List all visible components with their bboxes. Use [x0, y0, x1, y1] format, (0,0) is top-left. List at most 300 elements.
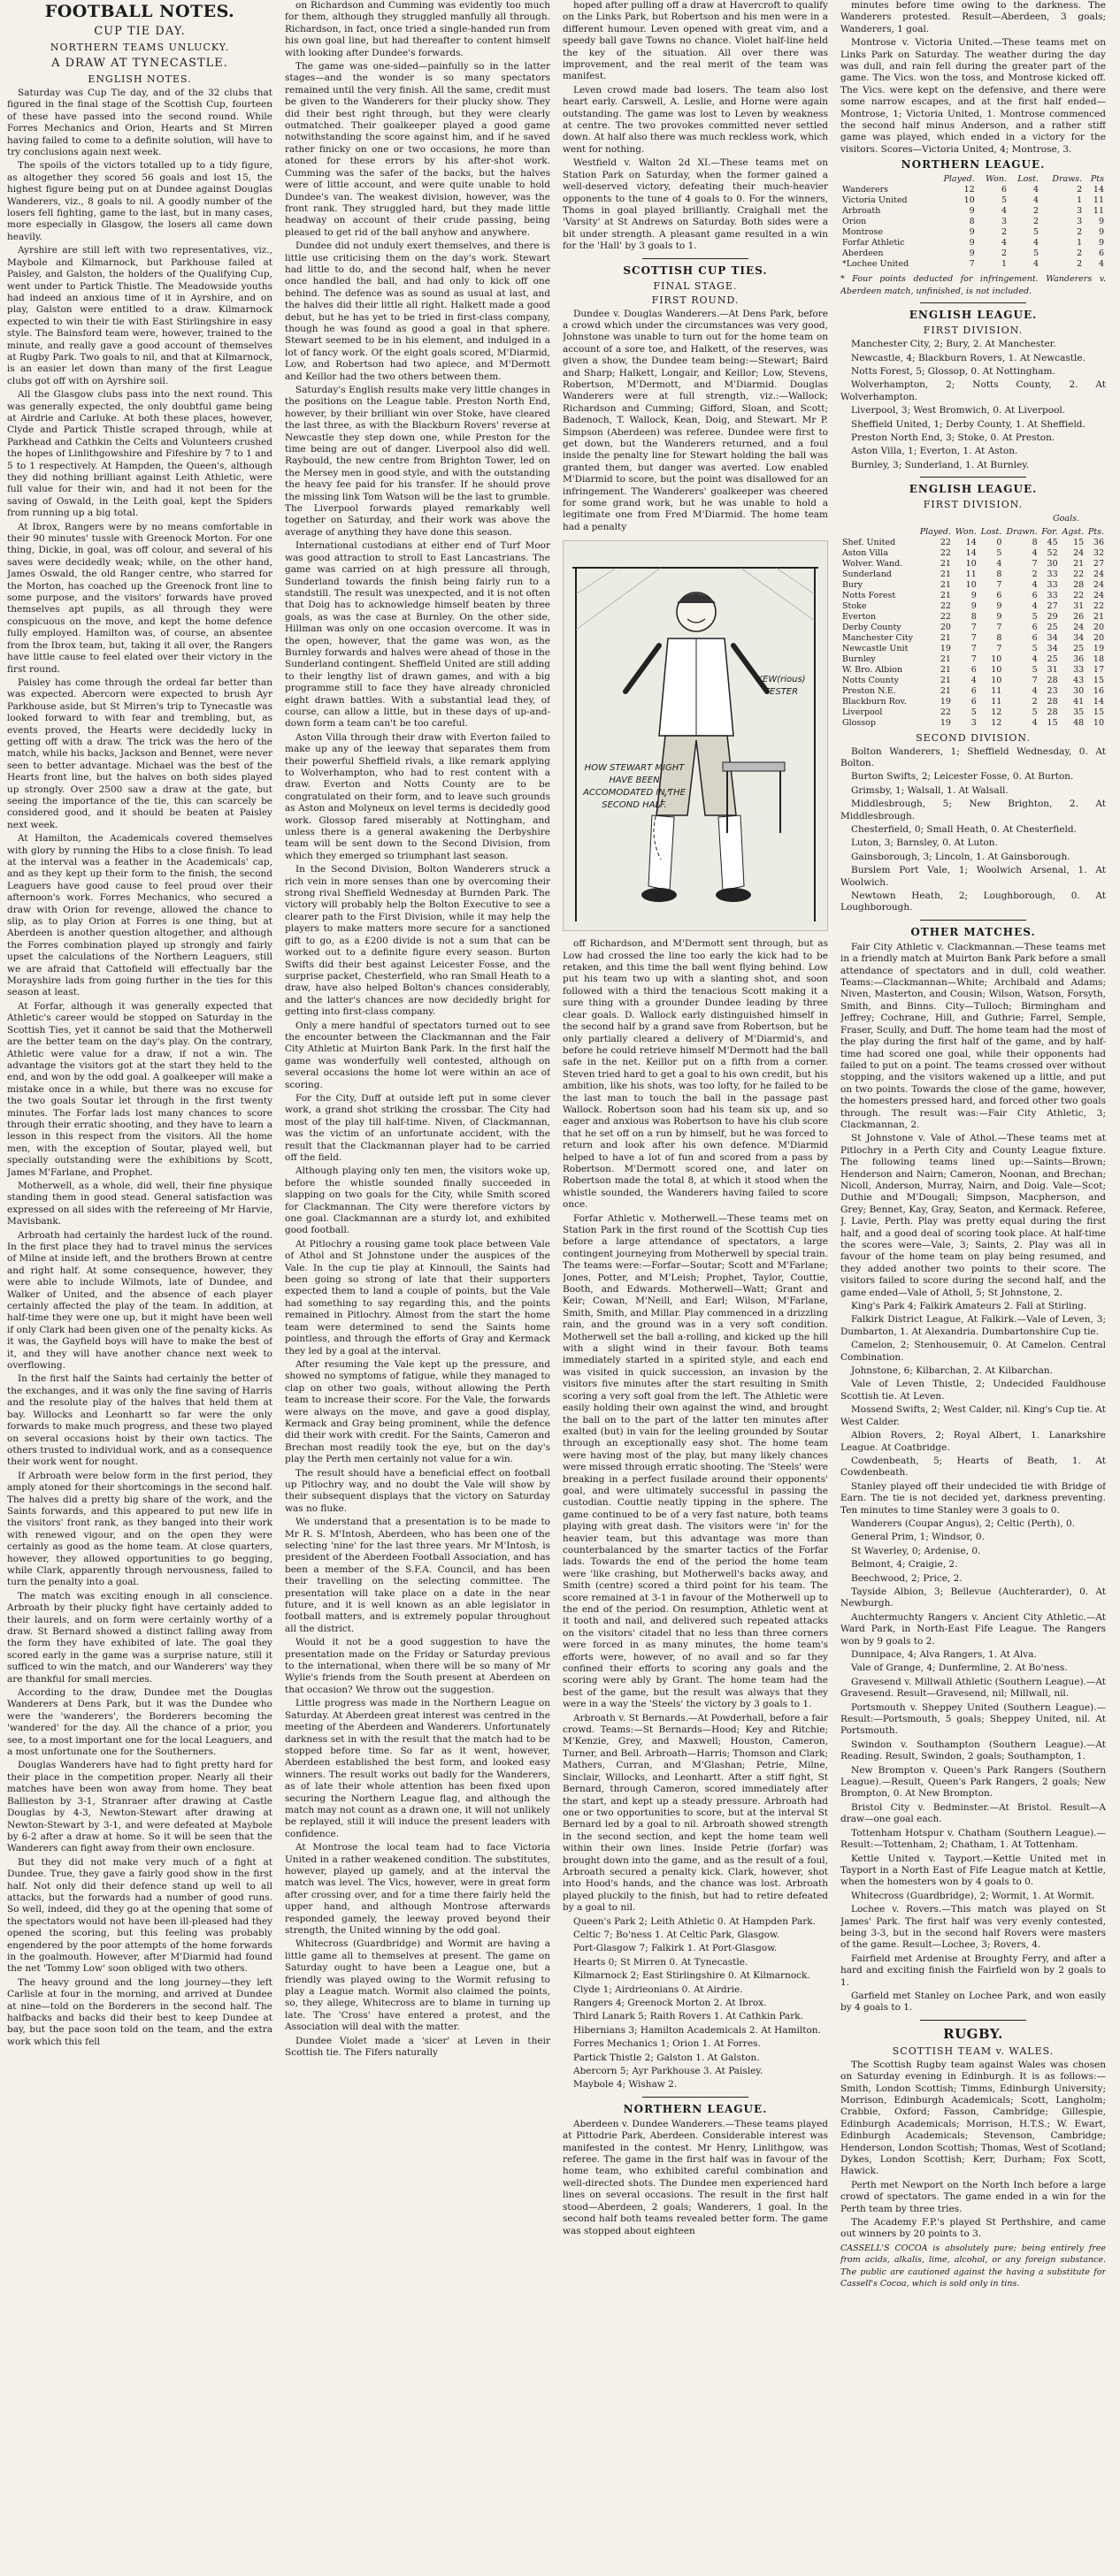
divider — [920, 302, 1026, 303]
column-2-body — [285, 0, 550, 2059]
stat-cell: 22 — [1093, 600, 1104, 611]
stat-cell: 6 — [970, 696, 977, 707]
table-row — [840, 665, 1106, 676]
other-matches-heading: OTHER MATCHES. — [910, 925, 1036, 938]
stat-cell: 2 — [1032, 569, 1038, 579]
stat-cell: 9 — [970, 590, 977, 600]
article-paragraph: But they did not make very much of a fight at Dundee. True, they gave a fairly good show in the first half. Not only did their defence stand up well to all attacks, but the forwards had a number of good runs. So well, indeed, did they go at the opening that some of the spectators would not have been ill-pleased had they opened the scoring, but this feeling was probably engendered by the poor attempts of the home forwards in the goalmouth. However, after M'Diarmid had found the net 'Tommy Low' soon obliged with two others. — [7, 1856, 272, 1975]
stat-cell: 9 — [969, 248, 975, 259]
article-paragraph: Motherwell, as a whole, did well, their fine physique standing them in good stead. General satisfaction was expressed on all sides with the refereeing of Mr Harvie, Mavisbank. — [7, 1180, 272, 1227]
team-name: Everton — [842, 611, 877, 622]
stat-cell: 24 — [1093, 569, 1104, 579]
match-report-paragraph: Dundee v. Douglas Wanderers.—At Dens Park, before a crowd which under the circumstances was very good, Johnstone was unable to turn out for the home team on account of a sore toe, and Halkett, of the reserves, was given a show, the Dundee team being:—Stewart; Baird and Sharp; Halkett, Longair, and Keillor; Low, Stevens, Robertson, M'Dermott, and M'Diarmid. Douglas Wanderers were at full strength, viz.:—Wallock; Richardson and Cumming; Gifford, Sloan, and Scott; Badenoch, T. Wallock, Kean, Doig, and Stewart. Mr P. Simpson (Aberdeen) was referee. Dundee were first to get down, but the Wanderers returned, and a foul inside the penalty line for Stewart holding the ball was granted them, but danger was averted. Low enabled M'Diarmid to score, but the point was disallowed for an infringement. The Wanderers' goalkeeper was cheered for some grand work, but he was unable to hold a legitimate one from Fred M'Diarmid. The home team had a penalty — [563, 308, 828, 532]
stat-cell: 5 — [1032, 611, 1038, 622]
northern-table-note: * Four points deducted for infringement. Wanderers v. Aberdeen match, unfinished, is not included. — [840, 274, 1106, 296]
stat-cell: 31 — [1073, 600, 1085, 611]
stat-cell: 52 — [1047, 547, 1058, 558]
match-paragraph: Belmont, 4; Craigie, 2. — [851, 1559, 958, 1571]
stat-cell: 30 — [1047, 558, 1058, 569]
stat-cell: 12 — [963, 185, 975, 195]
article-paragraph: The result should have a beneficial effect on football up Pitlochry way, and no doubt the Vale will show by their subsequent displays that the victory on Saturday was no fluke. — [285, 1467, 550, 1514]
stat-cell: 4 — [1032, 685, 1038, 696]
stat-cell: 10 — [963, 195, 975, 206]
article-paragraph: Montrose v. Victoria United.—These teams met on Links Park on Saturday. The weather during the day was dull, and rain fell during the greater part of the game. The Vics. won the toss, and Montrose kicked off. The Vics. were kept on the defensive, and there were some narrow escapes, and at the first half ended—Montrose, 1; Victoria United, 1. Montrose commenced the second half minus Anderson, and a rather stiff game was played, which ended in a victory for the visitors. Scores—Victoria United, 4; Montrose, 3. — [840, 37, 1106, 155]
team-name: Burnley — [842, 654, 876, 664]
result-paragraph: Rangers 4; Greenock Morton 2. At Ibrox. — [573, 1998, 767, 2008]
stat-cell: 22 — [1073, 590, 1085, 600]
match-paragraph: Beechwood, 2; Price, 2. — [851, 1572, 963, 1584]
stat-cell: 4 — [1001, 206, 1007, 217]
english-notes-heading: ENGLISH NOTES. — [88, 73, 192, 85]
team-name: Glossop — [842, 717, 876, 728]
team-name: Aberdeen — [842, 248, 884, 259]
stat-cell: 28 — [1047, 696, 1058, 707]
article-paragraph: According to the draw, Dundee met the Douglas Wanderers at Dens Park, but it was the Dundee who were the 'wanderers', the Borderers becoming the 'wandered' for the day. All the chance of a prior, you see, to a most important one for the local Leaguers, and a most unfortunate one for the Southerners. — [7, 1687, 272, 1758]
article-paragraph: Dundee did not unduly exert themselves, and there is little use criticising them on the day's work. Stewart had little to do, and the second half, when he never once handled the ball, and had only to kick off one behind. The defence was as sound as usual at last, and the halves did their little all right. Halkett made a good debut, but he has yet to be tried in first-class company, though he was found as good a goal in that sphere. Stewart seemed to be in his element, and indulged in a lot of fancy work. Of the eight goals scored, M'Diarmid, Low, and Robertson had two apiece, and M'Dermott and Keillor had the two others between them. — [285, 241, 550, 382]
table-row — [840, 697, 1106, 707]
team-name: *Lochee United — [842, 259, 909, 270]
stat-cell: 4 — [970, 675, 977, 685]
stat-cell: 6 — [1032, 632, 1038, 643]
article-paragraph: The heavy ground and the long journey—they left Carlisle at four in the morning, and arrived at Dundee at nine—told on the Borderers in the second half. The halfbacks and backs did their best to keep Dundee at bay, but the pace soon told on the team, and the extra work which this fell — [7, 1976, 272, 2047]
stat-cell: 6 — [1098, 248, 1104, 259]
match-paragraph: Whitecross (Guardbridge), 2; Wormit, 1. At Wormit. — [851, 1890, 1095, 1901]
first-round-heading: FIRST ROUND. — [651, 294, 740, 306]
stat-cell: 25 — [1047, 654, 1058, 664]
stat-cell: 26 — [1073, 611, 1085, 622]
rugby-paragraph: The Academy F.P.'s played St Perthshire, and came out winners by 20 points to 3. — [840, 2217, 1106, 2240]
stat-cell: 7 — [1032, 675, 1038, 685]
stat-cell: 5 — [970, 707, 977, 717]
divider — [642, 258, 748, 259]
stat-cell: 12 — [991, 717, 1002, 728]
article-paragraph: At Forfar, although it was generally expected that Athletic's career would be stopped on Saturday in the Scottish Ties, yet it cannot be said that the Motherwell are the better team on the day's play. On the contrary, Athletic were value for a draw, if not a win. The advantage the visitors got at the start they held to the end, and won by the odd goal. A goalkeeper will make a mistake once in a while, but there was no excuse for the two goals Soutar let through in the first twenty minutes. The Forfar lads lost many chances to score through their erratic shooting, and they have to learn a lesson in this respect from the visitors. All the home men, with the exception of Soutar, played well, but specially outstanding were the exhibitions by Scott, James M'Farlane, and Prophet. — [7, 1000, 272, 1178]
stat-cell: 9 — [1098, 217, 1104, 227]
second-division-heading: SECOND DIVISION. — [916, 731, 1031, 744]
table-row — [840, 195, 1106, 206]
match-paragraph: Vale of Grange, 4; Dunfermline, 2. At Bo'ness. — [851, 1663, 1068, 1674]
result-line: Notts Forest, 5; Glossop, 0. At Nottingham. — [851, 365, 1055, 377]
match-paragraph: St Johnstone v. Vale of Athol.—These teams met at Pitlochry in a Perth City and County League fixture. The following teams lined up:—Saints—Brown; Henderson and Nairn; Cameron, Noonan, and Brechan; Nicoll, Anderson, Murray, Nairn, and Doig. Vale—Scot; Duthie and M'Dougall; Simpson, Macpherson, and Grey; Bennet, Kay, Gray, Seaton, and Kermack. Referee, J. Lavie, Perth. Play was pretty equal during the first half, and a good deal of scoring took place. At half-time the scores were—Vale, 3; Saints, 2. Play was all in favour of the home team on play being resumed, and they added another two points to their score. The visitors failed to score during the second half, and the game ended—Vale of Atholl, 5; St Johnstone, 2. — [840, 1133, 1106, 1298]
match-paragraph: Johnstone, 6; Kilbarchan, 2. At Kilbarchan. — [851, 1365, 1053, 1377]
stat-cell: 15 — [1093, 707, 1104, 717]
northern-league-report: Aberdeen v. Dundee Wanderers.—These teams played at Pittodrie Park, Aberdeen. Considerable interest was manifested in the contest. Mr Henry, Linlithgow, was referee. The game in the first half was in favour of the home team, who exhibited careful combination and well-directed shots. The Dundee men experienced hard lines on several occasions. The result in the first half stood—Aberdeen, 2 goals; Wanderers, 1 goal. In the second half both teams revealed better form. The game was stopped about eighteen — [563, 2118, 828, 2236]
stat-cell: 36 — [1073, 654, 1085, 664]
column-header: Pts. — [1087, 526, 1104, 537]
stat-cell: 1 — [1001, 259, 1007, 270]
article-paragraph: The spoils of the victors totalled up to a tidy figure, as altogether they scored 56 goals and lost 15, the highest figure being put on at Dundee against Douglas Wanderers, viz., 8 goals to nil. A goodly number of the losers fell fighting, game to the last, but in many cases, more especially in Glasgow, the losers all came down heavily. — [7, 160, 272, 242]
goals-label: Goals. — [1053, 514, 1079, 524]
stat-cell: 9 — [996, 600, 1002, 611]
match-paragraph: Auchtermuchty Rangers v. Ancient City Athletic.—At Ward Park, in North-East Fife League. The Rangers won by 9 goals to 2. — [840, 1611, 1106, 1647]
stat-cell: 27 — [1093, 558, 1104, 569]
article-paragraph: We understand that a presentation is to be made to Mr R. S. M'Intosh, Aberdeen, who has been one of the selecting 'nine' for the last three years. Mr M'Intosh, is president of the Aberdeen Football Association, and has been a member of the S.F.A. Council, and has been their travelling on the selecting committee. The presentation will take place on a date in the near future, and it is well known as an able legislator in football matters, and is extremely popular throughout all the district. — [285, 1517, 550, 1634]
result-line: Burslem Port Vale, 1; Woolwich Arsenal, 1. At Woolwich. — [840, 865, 1106, 888]
northern-league-heading: NORTHERN LEAGUE. — [623, 2102, 768, 2115]
table-row — [840, 707, 1106, 718]
result-paragraph: Forres Mechanics 1; Orion 1. At Forres. — [573, 2038, 761, 2050]
stat-cell: 4 — [996, 558, 1002, 569]
english-table-heading: ENGLISH LEAGUE. — [909, 483, 1038, 496]
stat-cell: 21 — [1073, 558, 1085, 569]
stat-cell: 9 — [1098, 227, 1104, 238]
stat-cell: 31 — [1047, 664, 1058, 675]
match-paragraph: Gravesend v. Millwall Athletic (Southern League).—At Gravesend. Result—Gravesend, nil; Millwall, nil. — [840, 1676, 1106, 1700]
cartoon-illustration — [563, 540, 828, 931]
stat-cell: 8 — [970, 611, 977, 622]
match-paragraph: Stanley played off their undecided tie with Bridge of Earn. The tie is not decided yet, darkness preventing. Ten minutes to time Stanley were 3 goals to 0. — [840, 1480, 1106, 1516]
stat-cell: 2 — [1032, 696, 1038, 707]
column-1 — [7, 0, 272, 2576]
result-paragraph: Hibernians 3; Hamilton Academicals 2. At Hamilton. — [573, 2024, 821, 2036]
stat-cell: 22 — [1073, 569, 1085, 579]
match-paragraph: Wanderers (Coupar Angus), 2; Celtic (Perth), 0. — [851, 1517, 1076, 1529]
stat-cell: 14 — [965, 547, 977, 558]
stat-cell: 9 — [970, 600, 977, 611]
column-header: Drawn. — [1006, 526, 1038, 537]
english-league-heading: ENGLISH LEAGUE. — [909, 309, 1038, 322]
result-line: Manchester City, 2; Bury, 2. At Manchester. — [851, 339, 1056, 350]
table-row — [840, 633, 1106, 644]
result-line: Burnley, 3; Sunderland, 1. At Burnley. — [851, 459, 1030, 470]
result-line: Aston Villa, 1; Everton, 1. At Aston. — [851, 446, 1018, 457]
stat-cell: 6 — [1001, 185, 1007, 195]
result-line: Grimsby, 1; Walsall, 1. At Walsall. — [851, 784, 1009, 796]
stat-cell: 4 — [1098, 259, 1104, 270]
column-4 — [840, 0, 1106, 2576]
result-line: Burton Swifts, 2; Leicester Fosse, 0. At Burton. — [851, 771, 1074, 783]
stat-cell: 21 — [940, 590, 951, 600]
team-name: Montrose — [842, 227, 884, 238]
article-paragraph: Whitecross (Guardbridge) and Wormit are having a little game all to themselves at present. The game on Saturday ought to have been a League one, but a friendly was played owing to the Wormit refusing to play a League match. Wormit also claimed the points, so, they allege, Whitecross are to blame in turning up late. The 'Cross' have entered a protest, and the Association will deal with the matter. — [285, 1938, 550, 2033]
match-paragraph: Vale of Leven Thistle, 2; Undecided Fauldhouse Scottish tie. At Leven. — [840, 1379, 1106, 1402]
stat-cell: 3 — [1077, 217, 1083, 227]
stat-cell: 29 — [1047, 611, 1058, 622]
stat-cell: 2 — [1001, 227, 1007, 238]
table-row — [840, 259, 1106, 270]
stat-cell: 21 — [940, 579, 951, 590]
draw-heading: A DRAW AT TYNECASTLE. — [51, 57, 228, 70]
article-paragraph: In the first half the Saints had certainly the better of the exchanges, and it was only the fine saving of Harris and the resolute play of the halves that held them at bay. Willocks and Leonhartt so far were the only forwards to make much progress, and these two played on several occasions hoist by their own tactics. The others trusted to individual work, and as a consequence their work went for nought. — [7, 1373, 272, 1468]
team-name: Notts Forest — [842, 590, 896, 600]
team-name: Blackburn Rov. — [842, 696, 907, 707]
stat-cell: 6 — [996, 590, 1002, 600]
match-paragraph: Portsmouth v. Sheppey United (Southern League).—Result:—Portsmouth, 5 goals; Sheppey United, nil. At Portsmouth. — [840, 1701, 1106, 1737]
article-paragraph: Would it not be a good suggestion to have the presentation made on the Friday or Saturday previous to the international, when there will be so many of Mr Wylie's friends from the South present at Aberdeen on that occasion? We throw out the suggestion. — [285, 1637, 550, 1695]
rugby-paragraph: The Scottish Rugby team against Wales was chosen on Saturday evening in Edinburgh. It is as follows:—Smith, London Scottish; Timms, Edinburgh University; Morrison, Edinburgh Academicals; Scott, Langholm; Crabbie, Oxford; Fasson, Cambridge; Gillespie, Edinburgh Academicals; Morrison, H.T.S.; W. Ewart, Edinburgh Academicals; Stevenson, Cambridge; Henderson, London Scottish; Thomas, West of Scotland; Dykes, London Scottish; Kerr, Durham; Fox Scott, Hawick. — [840, 2059, 1106, 2177]
team-name: Forfar Athletic — [842, 238, 905, 248]
stat-cell: 11 — [965, 569, 977, 579]
column-header — [840, 174, 932, 185]
column-1-body — [7, 88, 272, 2048]
stat-cell: 45 — [1047, 537, 1058, 547]
article-paragraph: Paisley has come through the ordeal far better than was expected. Abercorn were expected to brush Ayr Parkhouse aside, but St Mirren's trip to Tynecastle was looked forward to with fear and trembling, but, as events proved, the Hearts were decidedly lucky in getting off with a draw. The trick was the hero of the match, while his backs, Jackson and Bennet, were never seen to better advantage. Michael was the best of the Hearts front line, but the halves on both sides played up strongly. Over 2500 saw a draw at the gate, but seeing the importance of the tie, this can scarcely be considered good, and it should be beaten at Paisley next week. — [7, 676, 272, 830]
stat-cell: 41 — [1073, 696, 1085, 707]
table-row — [840, 623, 1106, 633]
stat-cell: 10 — [965, 579, 977, 590]
divider — [920, 477, 1026, 478]
stat-cell: 3 — [1001, 217, 1007, 227]
stat-cell: 21 — [940, 632, 951, 643]
team-name: W. Bro. Albion — [842, 664, 903, 675]
article-paragraph: At Montrose the local team had to face Victoria United in a rather weakened condition. The substitutes, however, played up gamely, and at the interval the match was level. The Vics, however, were in great form after crossing over, and for a time there fairly held the upper hand, and although Montrose afterwards responded gamely, the leeway proved beyond their strength, the United winning by the odd goal. — [285, 1842, 550, 1936]
column-header: Lost. — [1017, 174, 1039, 185]
stat-cell: 4 — [1032, 238, 1039, 248]
result-paragraph: Abercorn 5; Ayr Parkhouse 3. At Paisley. — [573, 2066, 763, 2077]
rugby-paragraph: Perth met Newport on the North Inch before a large crowd of spectators. The game ended in a win for the Perth team by three tries. — [840, 2179, 1106, 2214]
team-name: Arbroath — [842, 206, 881, 217]
stat-cell: 7 — [970, 622, 977, 632]
stat-cell: 8 — [996, 569, 1002, 579]
column-header: Won. — [955, 526, 977, 537]
stat-cell: 4 — [1032, 654, 1038, 664]
match-paragraph: Falkirk District League, At Falkirk.—Vale of Leven, 3; Dumbarton, 1. At Alexandria. Dumbartonshire Cup tie. — [840, 1314, 1106, 1337]
stat-cell: 21 — [940, 685, 951, 696]
result-line: Luton, 3; Barnsley, 0. At Luton. — [851, 837, 998, 849]
table-row — [840, 538, 1106, 548]
team-name: Wolver. Wand. — [842, 558, 903, 569]
stat-cell: 1 — [1077, 195, 1083, 206]
result-paragraph: Kilmarnock 2; East Stirlingshire 0. At Kilmarnock. — [573, 1970, 810, 1982]
article-paragraph: minutes before time owing to the darkness. The Wanderers protested. Result—Aberdeen, 3 goals; Wanderers, 1 goal. — [840, 0, 1106, 34]
stat-cell: 5 — [1001, 195, 1007, 206]
article-paragraph: At Hamilton, the Academicals covered themselves with glory by running the Hibs to a close finish. To lead at the interval was a feather in the Academicals' cap, and as they kept up their form to the finish, the second Leaguers have good cause to feel proud over their afternoon's work. Forres Mechanics, who secured a draw with Orion for revenge, allowed the chance to slip, as to play Orion at Forres is one thing, but at Aberdeen is another question altogether, and although the Forres combination played up strongly and fairly upset the calculations of the Northern Leaguers, still we are afraid that Cattofield will effectually bar the Morayshire lads from going further in the ties for this season at least. — [7, 833, 272, 998]
stat-cell: 43 — [1073, 675, 1085, 685]
team-name: Aston Villa — [842, 547, 888, 558]
stat-cell: 6 — [1032, 590, 1038, 600]
scottish-cup-heading: SCOTTISH CUP TIES. — [623, 264, 768, 277]
northern-table-heading: NORTHERN LEAGUE. — [901, 158, 1046, 172]
stat-cell: 14 — [965, 537, 977, 547]
stat-cell: 4 — [1032, 259, 1039, 270]
stat-cell: 1 — [1077, 238, 1083, 248]
article-paragraph: Aston Villa through their draw with Everton failed to make up any of the leeway that separates them from their powerful Sheffield rivals, a like remark applying to Wolverhampton, who had to rest content with a draw. Everton and Notts County are to be congratulated on their form, and to leave such grounds as Aston and Molyneux on level terms is decidedly good work. Glossop fared miserably at Nottingham, and unless there is a general awakening the Derbyshire team will be sent down to the Second Division, from which they emerged so triumphant last season. — [285, 731, 550, 861]
rugby-body — [840, 2060, 1106, 2241]
stat-cell: 21 — [940, 654, 951, 664]
stat-cell: 7 — [969, 259, 975, 270]
result-paragraph: off Richardson, and M'Dermott sent through, but as Low had crossed the line too early the kick had to be retaken, and this time the ball went flying behind. Low put his team two up with a slanting shot, and soon followed with a third the tenacious Scott making it a sure thing with a grounder Dundee leading by three clear goals. D. Wallock early distinguished himself in the second half by a grand save from Robertson, but he only partially cleared a delivery of M'Diarmid's, and before he could retrieve himself M'Dermott had the ball safe in the net. Keillor put on a fifth from a corner. Steven tried hard to get a goal to his own credit, but his ambition, like his shots, was too lofty, for he failed to be the last man to touch the ball in the passage past Wallock. Robertson soon had his team six up, and so eager and anxious was Robertson to have his club score that he set off on a run by himself, but he was forced to return and look after his own defence. M'Diarmid helped to have a lot of fun and scored from a pass by Robertson. M'Dermott scored one, and later on Robertson made the total 8, at which it stood when the whistle sounded, the Wanderers having failed to score once. — [563, 938, 828, 1211]
stat-cell: 5 — [996, 547, 1002, 558]
result-line: Middlesbrough, 5; New Brighton, 2. At Middlesbrough. — [840, 799, 1106, 822]
stat-cell: 22 — [940, 600, 951, 611]
table-row — [840, 654, 1106, 665]
article-paragraph: Although playing only ten men, the visitors woke up, before the whistle sounded finally succeeded in slapping on two goals for the City, while Smith scored for Clackmannan. The City were therefore victors by one goal. Clackmannan are a sturdy lot, and exhibited good football. — [285, 1166, 550, 1236]
article-paragraph: Saturday's English results make very little changes in the positions on the League table. Preston North End, however, by their brilliant win over Stoke, have cleared the last three, as with the Blackburn Rovers' reverse at Newcastle they step down one, while Preston for the time being are out of danger. Liverpool also did well. Raybould, the new centre from Brighton Tower, led on the Mersey men in good style, and with the outstanding the heavy fee paid for his transfer. If he should prove the missing link Tom Watson will be the last to grumble. The Liverpool forwards played remarkably well together on Saturday, and their work was above the average of anything they have done this season. — [285, 385, 550, 538]
team-name: Victoria United — [842, 195, 908, 206]
stat-cell: 7 — [996, 643, 1002, 654]
result-paragraph: Maybole 4; Wishaw 2. — [573, 2079, 678, 2091]
stat-cell: 10 — [991, 654, 1002, 664]
stat-cell: 28 — [1047, 707, 1058, 717]
stat-cell: 36 — [1093, 537, 1104, 547]
stat-cell: 11 — [1093, 206, 1104, 217]
stat-cell: 16 — [1093, 685, 1104, 696]
stat-cell: 24 — [1073, 547, 1085, 558]
team-name: Bury — [842, 579, 863, 590]
stat-cell: 4 — [1032, 717, 1038, 728]
article-paragraph: At Pitlochry a rousing game took place between Vale of Athol and St Johnstone under the auspices of the Vale. In the cup tie play at Kinnoull, the Saints had been going so strong of late that their supporters expected them to land a couple of points, but the Vale had something to say regarding this, and the points remained in Pitlochry. Almost from the start the home team were determined to send the Saints home pointless, and through the efforts of Gray and Kermack they led by a goal at the interval. — [285, 1238, 550, 1357]
column-header: Played. — [919, 526, 951, 537]
stat-cell: 20 — [1093, 632, 1104, 643]
article-paragraph: If Arbroath were below form in the first period, they amply atoned for their shortcomings in the second half. The halves did a pretty big share of the work, and the Saints forwards, and this appeared to put new life in the visitors' front rank, as they banged into their work with renewed vigour, and on the open they were certainly as good as the home team. At close quarters, however, they allowed opportunities to go begging, while Clark, apparently through nervousness, failed to turn the penalty into a goal. — [7, 1470, 272, 1588]
stat-cell: 7 — [996, 579, 1002, 590]
stat-cell: 33 — [1047, 569, 1058, 579]
first-division-heading: FIRST DIVISION. — [923, 325, 1024, 337]
article-paragraph: on Richardson and Cumming was evidently too much for them, although they struggled manfully all through. Richardson, in fact, once tried a single-handed run from his own goal line, but had thereafter to content himself with looking after Dundee's forwards. — [285, 0, 550, 58]
match-paragraph: Albion Rovers, 2; Royal Albert, 1. Lanarkshire League. At Coatbridge. — [840, 1430, 1106, 1453]
stat-cell: 24 — [1093, 579, 1104, 590]
team-name: Wanderers — [842, 185, 889, 195]
stat-cell: 10 — [1093, 717, 1104, 728]
stat-cell: 34 — [1047, 643, 1058, 654]
stat-cell: 22 — [940, 537, 951, 547]
stat-cell: 23 — [1047, 685, 1058, 696]
stat-cell: 15 — [1073, 537, 1085, 547]
result-paragraph: Queen's Park 2; Leith Athletic 0. At Hampden Park. — [573, 1915, 816, 1927]
result-line: Chesterfield, 0; Small Heath, 0. At Chesterfield. — [851, 824, 1077, 835]
column-header — [840, 527, 917, 538]
stat-cell: 2 — [1077, 248, 1083, 259]
stat-cell: 2 — [1077, 185, 1083, 195]
stat-cell: 32 — [1093, 547, 1104, 558]
stat-cell: 17 — [1093, 664, 1104, 675]
article-paragraph: The match was exciting enough in all conscience. Arbroath by their plucky fight have certainly added to their laurels, and on form were certainly worthy of a draw. St Bernard showed a distinct falling away from the form they have exhibited of late. The goal they scored early in the game was a surprise nature, still it sufficed to win the match, and our Wanderers' way they are thankful for small mercies. — [7, 1590, 272, 1685]
team-name: Newcastle Unit — [842, 643, 909, 654]
column-header: Played. — [943, 174, 975, 185]
table-row — [840, 676, 1106, 686]
article-paragraph: Only a mere handful of spectators turned out to see the encounter between the Clackmannan and the Fair City Athletic at Muirton Bank Park. In the first half the game was wonderfully well contested, although on several occasions the home lot were within an ace of scoring. — [285, 1020, 550, 1090]
team-name: Liverpool — [842, 707, 883, 717]
stat-cell: 19 — [940, 717, 951, 728]
article-paragraph: Dundee Violet made a 'sicer' at Leven in their Scottish tie. The Fifers naturally — [285, 2035, 550, 2059]
stat-cell: 4 — [1032, 185, 1039, 195]
stat-cell: 2 — [1077, 259, 1083, 270]
column-3-top — [563, 0, 828, 253]
stat-cell: 3 — [970, 717, 977, 728]
stat-cell: 25 — [1047, 622, 1058, 632]
article-paragraph: Douglas Wanderers have had to fight pretty hard for their place in the competition proper. Nearly all their matches have been won away from home. They beat Ballieston by 3-1, Stranraer after drawing at Castle Douglas by 4-3, Newton-Stewart after drawing at Newton-Stewart by 3-1, and were defeated at Maybole by 6-2 after a draw at home. So it will be seen that the Wanderers can fight away from their own enclosure. — [7, 1760, 272, 1854]
stat-cell: 7 — [1032, 558, 1038, 569]
team-name: Preston N.E. — [842, 685, 896, 696]
stat-cell: 14 — [1093, 696, 1104, 707]
stat-cell: 2 — [1077, 227, 1083, 238]
stat-cell: 21 — [940, 569, 951, 579]
stat-cell: 19 — [940, 643, 951, 654]
divider — [920, 920, 1026, 921]
match-paragraph: King's Park 4; Falkirk Amateurs 2. Fall at Stirling. — [851, 1301, 1087, 1312]
column-header: Won. — [986, 174, 1007, 185]
article-paragraph: Saturday was Cup Tie day, and of the 32 clubs that figured in the final stage of the Scottish Cup, fourteen of these have passed into the second round. While Forres Mechanics and Orion, Hearts and St Mirren having failed to come to a definite solution, will have to try conclusions again next week. — [7, 88, 272, 158]
result-paragraph: Partick Thistle 2; Galston 1. At Galston. — [573, 2052, 760, 2063]
match-paragraph: Fairfield met Ardenise at Broughty Ferry, and after a hard and exciting finish the Fairfield won by 2 goals to 1. — [840, 1953, 1106, 1988]
table-row — [840, 644, 1106, 654]
article-paragraph: In the Second Division, Bolton Wanderers struck a rich vein in more senses than one by overcoming their strong rival Sheffield Wednesday at Burnden Park. The victory will probably help the Bolton Executive to see a clearer path to the First Division, while it may help the players to make matters more secure for a sanctioned gift to go, as a £200 divide is not a sum that can be worked out to a definite figure every season. Burton Swifts did their best against Leicester Fosse, and the surprise packet, Chesterfield, who ran Small Heath to a draw, have also helped Bolton's chances considerably, and the latter's chances are now decidedly bright for getting into first-class company. — [285, 864, 550, 1018]
team-name: Manchester City — [842, 632, 913, 643]
stat-cell: 5 — [1032, 643, 1038, 654]
match-paragraph: Tayside Albion, 3; Bellevue (Auchterarder), 0. At Newburgh. — [840, 1586, 1106, 1609]
second-division-results — [840, 746, 1106, 914]
article-paragraph: hoped after pulling off a draw at Havercroft to qualify on the Links Park, but Robertson and his men were in a different humour. Leven opened with great vim, and a speedy ball gave Towns no chance. Violet half-line held the key of the situation. All over there was improvement, and the real merit of the team was manifest. — [563, 0, 828, 82]
article-paragraph: Westfield v. Walton 2d XI.—These teams met on Station Park on Saturday, when the former gained a well-deserved victory, defeating their much-heavier opponents to the tune of 4 goals to 0. For the winners, Thoms in goal played brilliantly. Craighall met the 'Varsity' at St Andrews on Saturday. Both sides were a bit under strength. A pleasant game resulted in a win for the 'Hall' by 3 goals to 1. — [563, 157, 828, 252]
article-paragraph: International custodians at either end of Turf Moor was good attraction to stroll to East Lancastrians. The game was carried on at high pressure all through, Sunderland towards the finish being fairly run to a standstill. The result was unexpected, and it is not often that Doig has to acknowledge himself beaten by three goals, as was the case at Burnley. On the other side, Hillman was only on one occasion overcome. It was in the open, however, that the game was won, as the Burnley forwards and halves were ahead of those in the Sunderland contingent. Sheffield United are still adding to their lengthy list of drawn games, and with a big programme still to face they have already chronicled eight drawn battles. With a substantial lead they, of course, can allow a little, but in these days of up-and-down form a team can't be too careful. — [285, 540, 550, 730]
table-row — [840, 718, 1106, 729]
stat-cell: 6 — [1032, 622, 1038, 632]
match-paragraph: General Prim, 1; Windsor, 0. — [851, 1532, 985, 1543]
stat-cell: 15 — [1093, 675, 1104, 685]
match-paragraph: St Waverley, 0; Ardenise, 0. — [851, 1545, 981, 1556]
stat-cell: 14 — [1093, 185, 1104, 195]
team-name: Sunderland — [842, 569, 892, 579]
table-row — [840, 217, 1106, 227]
rugby-subheading: SCOTTISH TEAM v. WALES. — [892, 2045, 1055, 2057]
stat-cell: 3 — [1077, 206, 1083, 217]
stat-cell: 2 — [1001, 248, 1007, 259]
article-paragraph: At Ibrox, Rangers were by no means comfortable in their 90 minutes' tussle with Greenock Morton. For one thing, Dickie, in goal, was off colour, and several of his saves were decidedly weak; while, on the other hand, James Oswald, the old Ranger centre, who starred for the Morton, has coached up the Greenock front line to some purpose, and the visitors' forwards have proved themselves apt pupils, as all through they were conspicuous on the move, and kept the home defence fully employed. Hamilton was, of course, an absentee from the Ibrox team, but, taking it all over, the Rangers have little cause to feel elated over their victory in the first round. — [7, 521, 272, 675]
match-paragraph: Dunnipace, 4; Alva Rangers, 1. At Alva. — [851, 1649, 1037, 1660]
stat-cell: 9 — [969, 238, 975, 248]
stat-cell: 4 — [1032, 600, 1038, 611]
table-row — [840, 227, 1106, 238]
match-paragraph: Swindon v. Southampton (Southern League).—At Reading. Result, Swindon, 2 goals; Southampton, 1. — [840, 1739, 1106, 1762]
stat-cell: 19 — [940, 696, 951, 707]
article-paragraph: After resuming the Vale kept up the pressure, and showed no symptoms of fatigue, while they managed to clap on other two goals, without allowing the Perth team to increase their score. For the Vale, the forwards were always on the move, and gave a good display, Kermack and Gray being prominent, while the defence did their work with credit. For the Saints, Cameron and Brechan most readily took the eye, but on the day's play the Perth men certainly not value for a win. — [285, 1358, 550, 1465]
table-row — [840, 686, 1106, 697]
stat-cell: 7 — [970, 654, 977, 664]
final-stage-heading: FINAL STAGE. — [653, 279, 738, 292]
cartoon-caption-bottom: HOW STEWART MIGHT HAVE BEEN ACCOMODATED IN THE SECOND HALF. — [583, 763, 686, 811]
stat-cell: 2 — [1032, 206, 1039, 217]
stat-cell: 11 — [1093, 195, 1104, 206]
stat-cell: 21 — [940, 664, 951, 675]
stat-cell: 0 — [996, 537, 1002, 547]
match-paragraph: Cowdenbeath, 5; Hearts of Beath, 1. At Cowdenbeath. — [840, 1455, 1106, 1479]
team-name: Notts County — [842, 675, 899, 685]
northern-league-table — [840, 174, 1106, 270]
table-row — [840, 591, 1106, 601]
article-paragraph: Leven crowd made bad losers. The team also lost heart early. Carswell, A. Leslie, and Horne were again outstanding. The game was lost to Leven by weakness at centre. The two provokes committed never settled down. At half also there was much reckless work, which went for nothing. — [563, 84, 828, 155]
result-line: Bolton Wanderers, 1; Sheffield Wednesday, 0. At Bolton. — [840, 745, 1106, 768]
stat-cell: 2 — [1032, 217, 1039, 227]
stat-cell: 33 — [1047, 579, 1058, 590]
stat-cell: 21 — [1093, 611, 1104, 622]
northern-heading: NORTHERN TEAMS UNLUCKY. — [50, 42, 230, 53]
result-paragraph: Forfar Athletic v. Motherwell.—These teams met on Station Park in the first round of the Scottish Cup ties before a large attendance of spectators, a large contingent journeying from Motherwell by special train. The teams were:—Forfar—Soutar; Scott and M'Farlane; Jones, Potter, and M'Leish; Prophet, Taylor, Couttie, Booth, and Edwards. Motherwell—Watt; Grant and Keir; Cowan, M'Neill, and Earl; Wilson, M'Farlane, Smith, Smith, and Millar. Play commenced in a drizzling rain, and the ground was in a very soft condition. Motherwell set the ball a-rolling, and kicked up the hill with a slight wind in their favour. Both teams immediately started in a spirited style, and each end was visited in quick succession, an invasion by the visitors five minutes after the start resulting in Smith scoring a very soft goal from the left. The Athletic were easily holding their own against the wind, and brought the ball on to the part of the latter ten minutes after exalted (but) in vain for the leeling grounded by Soutar through an exceptionally easy shot. The home team were having most of the play, but many likely chances were missed through erratic shooting. The 'Steels' were breaking in a perfect fusilade around their opponents' goal, and were ultimately successful in passing the custodian. Couttie neatly tipping in the sphere. The game continued to be of a very fast nature, both teams playing with great dash. The visitors were 'in' for the heavier team, but this advantage was more than counterbalanced by the smarter tactics of the Forfar lads. Towards the end of the period the home team were 'like crashing, but Motherwell's backs away, and Smith (centre) scored a third point for his team. The score remained at 3-1 in favour of the Motherwell up to the end of the period. On resumption, Athletic went at it tooth and nail, and delivered such repeated attacks on the visitors' citadel that no less than three corners were forced in as many minutes, the home team's efforts were, however, of no avail and so far they confined their efforts to scoring any goals and the scoring were ably by Grant. The home team had the best of the game, but the result was always that they were in a way the 'Steels' the victory by 3 goals to 1. — [563, 1212, 828, 1710]
article-paragraph: All the Glasgow clubs pass into the next round. This was generally expected, the only doubtful game being at Airdrie and Carluke. At both these places, however, Clyde and Partick Thistle scraped through, while at Parkhead and Cathkin the Celts and Volunteers crushed the hopes of Linlithgowshire and Fifeshire by 7 to 1 and 5 to 1 respectively. At Hampden, the Queen's, although they did nothing brilliant against Leith Athletic, were full value for their win, and had it not been for the saving of Oswald, in the Leith goal, kept the Spiders from running up a big total. — [7, 389, 272, 519]
stat-cell: 35 — [1073, 707, 1085, 717]
result-paragraph: Clyde 1; Airdrieonians 0. At Airdrie. — [573, 1984, 743, 1995]
result-line: Gainsborough, 3; Lincoln, 1. At Gainsborough. — [851, 851, 1070, 862]
stat-cell: 6 — [970, 685, 977, 696]
stat-cell: 9 — [969, 206, 975, 217]
stat-cell: 33 — [1047, 590, 1058, 600]
stat-cell: 22 — [940, 707, 951, 717]
stat-cell: 24 — [1093, 590, 1104, 600]
stat-cell: 22 — [940, 547, 951, 558]
stat-cell: 18 — [1093, 654, 1104, 664]
table-row — [840, 580, 1106, 591]
table-row — [840, 248, 1106, 259]
table-row — [840, 612, 1106, 623]
stat-cell: 21 — [940, 675, 951, 685]
result-paragraph: Arbroath v. St Bernards.—At Powderhall, before a fair crowd. Teams:—St Bernards—Hood; Key and Ritchie; M'Kenzie, Grey, and Maxwell; Houston, Cameron, Turner, and Bell. Arbroath—Harris; Thomson and Clark; Mathers, Curran, and M'Glashan; Petrie, Milne, Sinclair, Willocks, and Leonhartt. After a stiff fight, St Bernard, through Cameron, scored immediately after the start, and kept up a steady pressure. Arbroath had one or two opportunities to score, but at the interval St Bernard led by a goal to nil. Arbroath showed strength in the second section, and kept the home team well within their own lines. Inside Petrie (forfar) was brought down into the game, and as the result of a foul, Arbroath secured a penalty kick. Clark, however, shot into Hood's hands, and the chance was lost. Arbroath played pluckily to the finish, but had to retire defeated by a goal to nil. — [563, 1712, 828, 1914]
stat-cell: 7 — [970, 632, 977, 643]
result-paragraph: Port-Glasgow 7; Falkirk 1. At Port-Glasgow. — [573, 1943, 778, 1954]
match-paragraph: Garfield met Stanley on Lochee Park, and won easily by 4 goals to 1. — [840, 1990, 1106, 2014]
match-paragraph: Fair City Athletic v. Clackmannan.—These teams met in a friendly match at Muirton Bank Park before a small attendance of spectators and in dull, cold weather. Teams:—Clackmannan—White; Archibald and Adams; Niven, Masterton, and Cousin; Wilson, Watson, Forsyth, Smith, and Binns. City—Tulloch; Birmingham and Jeffrey; Cochrane, Hill, and Guthrie; Farrel, Semple, Fraser, Scully, and Duff. The home team had the most of the play during the first half of the game, and by half-time had scored one goal, while their opponents had failed to put on a point. The teams crossed over without stopping, and the visitors wakened up a little, and put on two points. Towards the close of the game, however, the homesters pressed hard, and forced other two goals through. The result was:—Fair City Athletic, 3; Clackmannan, 2. — [840, 941, 1106, 1130]
stat-cell: 8 — [996, 632, 1002, 643]
stat-cell: 28 — [1047, 675, 1058, 685]
divider — [642, 2097, 748, 2098]
